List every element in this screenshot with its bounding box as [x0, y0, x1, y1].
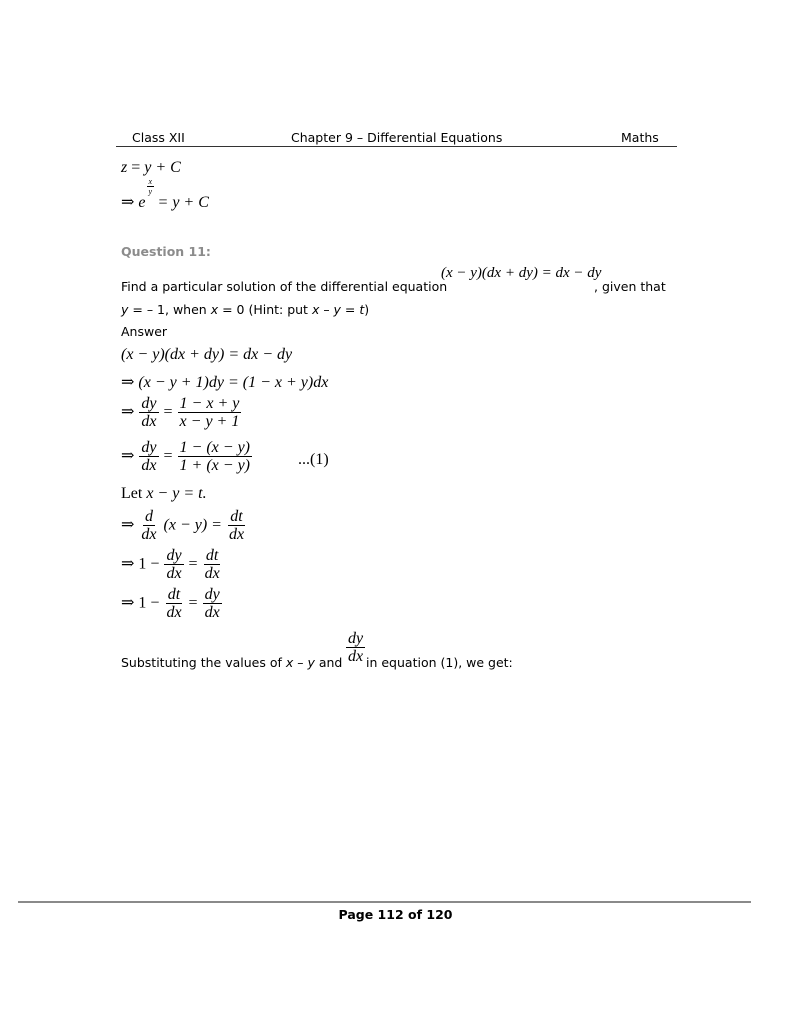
math-base: e: [138, 194, 146, 211]
frac-den: dx: [166, 604, 182, 621]
frac-den: dx: [141, 413, 157, 430]
math-expr: y + C: [144, 159, 181, 176]
fraction-dt-dx: [164, 587, 183, 621]
frac-den: dx: [348, 648, 364, 665]
implies-symbol: ⇒: [121, 516, 135, 534]
var-y: y: [307, 655, 315, 670]
answer-step-6: [121, 509, 247, 543]
implies-one-minus: ⇒ 1 −: [121, 594, 160, 612]
frac-den: dx: [204, 604, 220, 621]
question-text: Find a particular solution of the differential equation: [121, 279, 448, 294]
frac-num: 1 − (x − y): [179, 439, 250, 456]
math-expr: = y + C: [157, 194, 209, 211]
implies-symbol: ⇒: [121, 194, 135, 211]
fraction-dy-dx: [164, 548, 183, 582]
frac-den: 1 + (x − y): [179, 457, 250, 474]
hint-text: = 0 (Hint: put: [218, 302, 312, 317]
substitute-text-after: in equation (1), we get:: [366, 655, 513, 670]
header-divider: [116, 146, 677, 147]
frac-den: dx: [166, 565, 182, 582]
question-title: Question 11:: [121, 244, 211, 259]
frac-den: dx: [204, 565, 220, 582]
fraction-dt-dx: [203, 548, 222, 582]
var-x: x: [210, 302, 219, 317]
substitute-text: [121, 655, 342, 670]
question-text-line-2: [121, 302, 369, 317]
let-word: Let: [121, 485, 143, 502]
frac-num: d: [144, 508, 153, 525]
var-x: x: [311, 302, 320, 317]
text: Substituting the values of: [121, 655, 286, 670]
equals: =: [188, 594, 198, 612]
page-number: Page 112 of 120: [338, 907, 453, 922]
frac-num: dt: [167, 586, 181, 603]
frac-den: x − y + 1: [179, 413, 240, 430]
close-paren: ): [364, 302, 370, 317]
header-chapter: Chapter 9 – Differential Equations: [291, 130, 503, 145]
question-text-after: , given that: [594, 279, 666, 294]
var-y: y: [121, 302, 129, 317]
header-class: Class XII: [132, 130, 185, 145]
frac-num: 1 − x + y: [179, 395, 240, 412]
answer-step-2: [121, 372, 328, 392]
question-hint-text: = – 1, when: [128, 302, 211, 317]
fraction-rhs: [178, 440, 252, 474]
exponent: [146, 177, 154, 207]
var-y: y: [333, 302, 341, 317]
equation-text: (x − y)(dx + dy) = dx − dy: [441, 265, 602, 281]
frac-num: dy: [166, 547, 182, 564]
math-var: z: [121, 159, 128, 176]
step-expr: x − y = t.: [146, 485, 207, 502]
answer-step-8: [121, 587, 223, 621]
answer-step-4: ⇒ $\frac{dy}{dx}$ = $\frac{1 - (x - y)}{1 + (x - y)}$: [121, 439, 250, 474]
question-equation: [441, 265, 601, 282]
var-x: x: [285, 655, 294, 670]
prev-solution-line-1: z = y + C: [121, 159, 181, 176]
equation-tag: ...(1): [298, 451, 329, 468]
frac-num: dy: [204, 586, 220, 603]
step-expr: (x − y) =: [163, 516, 222, 534]
header-subject: Maths: [621, 130, 659, 145]
text: and: [314, 655, 343, 670]
frac-num: dy: [141, 439, 157, 456]
fraction-dy-dx: [139, 396, 158, 430]
answer-step-7: [121, 548, 223, 582]
answer-step-3: ⇒ $\frac{dy}{dx}$ = $\frac{1 - x + y}{x - y + 1}$: [121, 395, 240, 430]
implies-symbol: ⇒: [121, 403, 135, 421]
fraction-dt-dx: [227, 509, 246, 543]
substitute-fraction: [345, 631, 366, 665]
implies-symbol: ⇒: [121, 447, 135, 465]
frac-den: dx: [141, 457, 157, 474]
fraction-dy-dx: [346, 631, 365, 665]
prev-solution-line-2: [121, 177, 209, 212]
implies-one-minus: ⇒ 1 −: [121, 555, 160, 573]
question-text-line-1: [121, 279, 447, 294]
exp-den: y: [148, 187, 153, 196]
fraction-rhs: [178, 396, 242, 430]
fraction-d-dx: [139, 509, 158, 543]
dash: –: [293, 655, 308, 670]
answer-step-5: [121, 485, 207, 503]
exponent-fraction: [147, 177, 155, 196]
fraction-dy-dx: [203, 587, 222, 621]
answer-step-1: [121, 346, 292, 364]
footer-divider: [18, 901, 751, 903]
equals: =: [188, 555, 198, 573]
step-expr: ⇒ (x − y + 1)dy = (1 − x + y)dx: [121, 374, 329, 391]
step-expr: (x − y)(dx + dy) = dx − dy: [121, 346, 293, 363]
frac-den: dx: [228, 526, 245, 543]
var-t: t: [359, 302, 365, 317]
frac-num: dt: [230, 508, 243, 525]
frac-den: dx: [141, 526, 157, 543]
exp-num: x: [148, 177, 153, 186]
equals: =: [340, 302, 360, 317]
frac-num: dy: [141, 395, 157, 412]
frac-num: dy: [348, 630, 364, 647]
answer-label: Answer: [121, 324, 168, 339]
fraction-dy-dx: [139, 440, 158, 474]
dash: –: [319, 302, 334, 317]
frac-num: dt: [205, 547, 219, 564]
